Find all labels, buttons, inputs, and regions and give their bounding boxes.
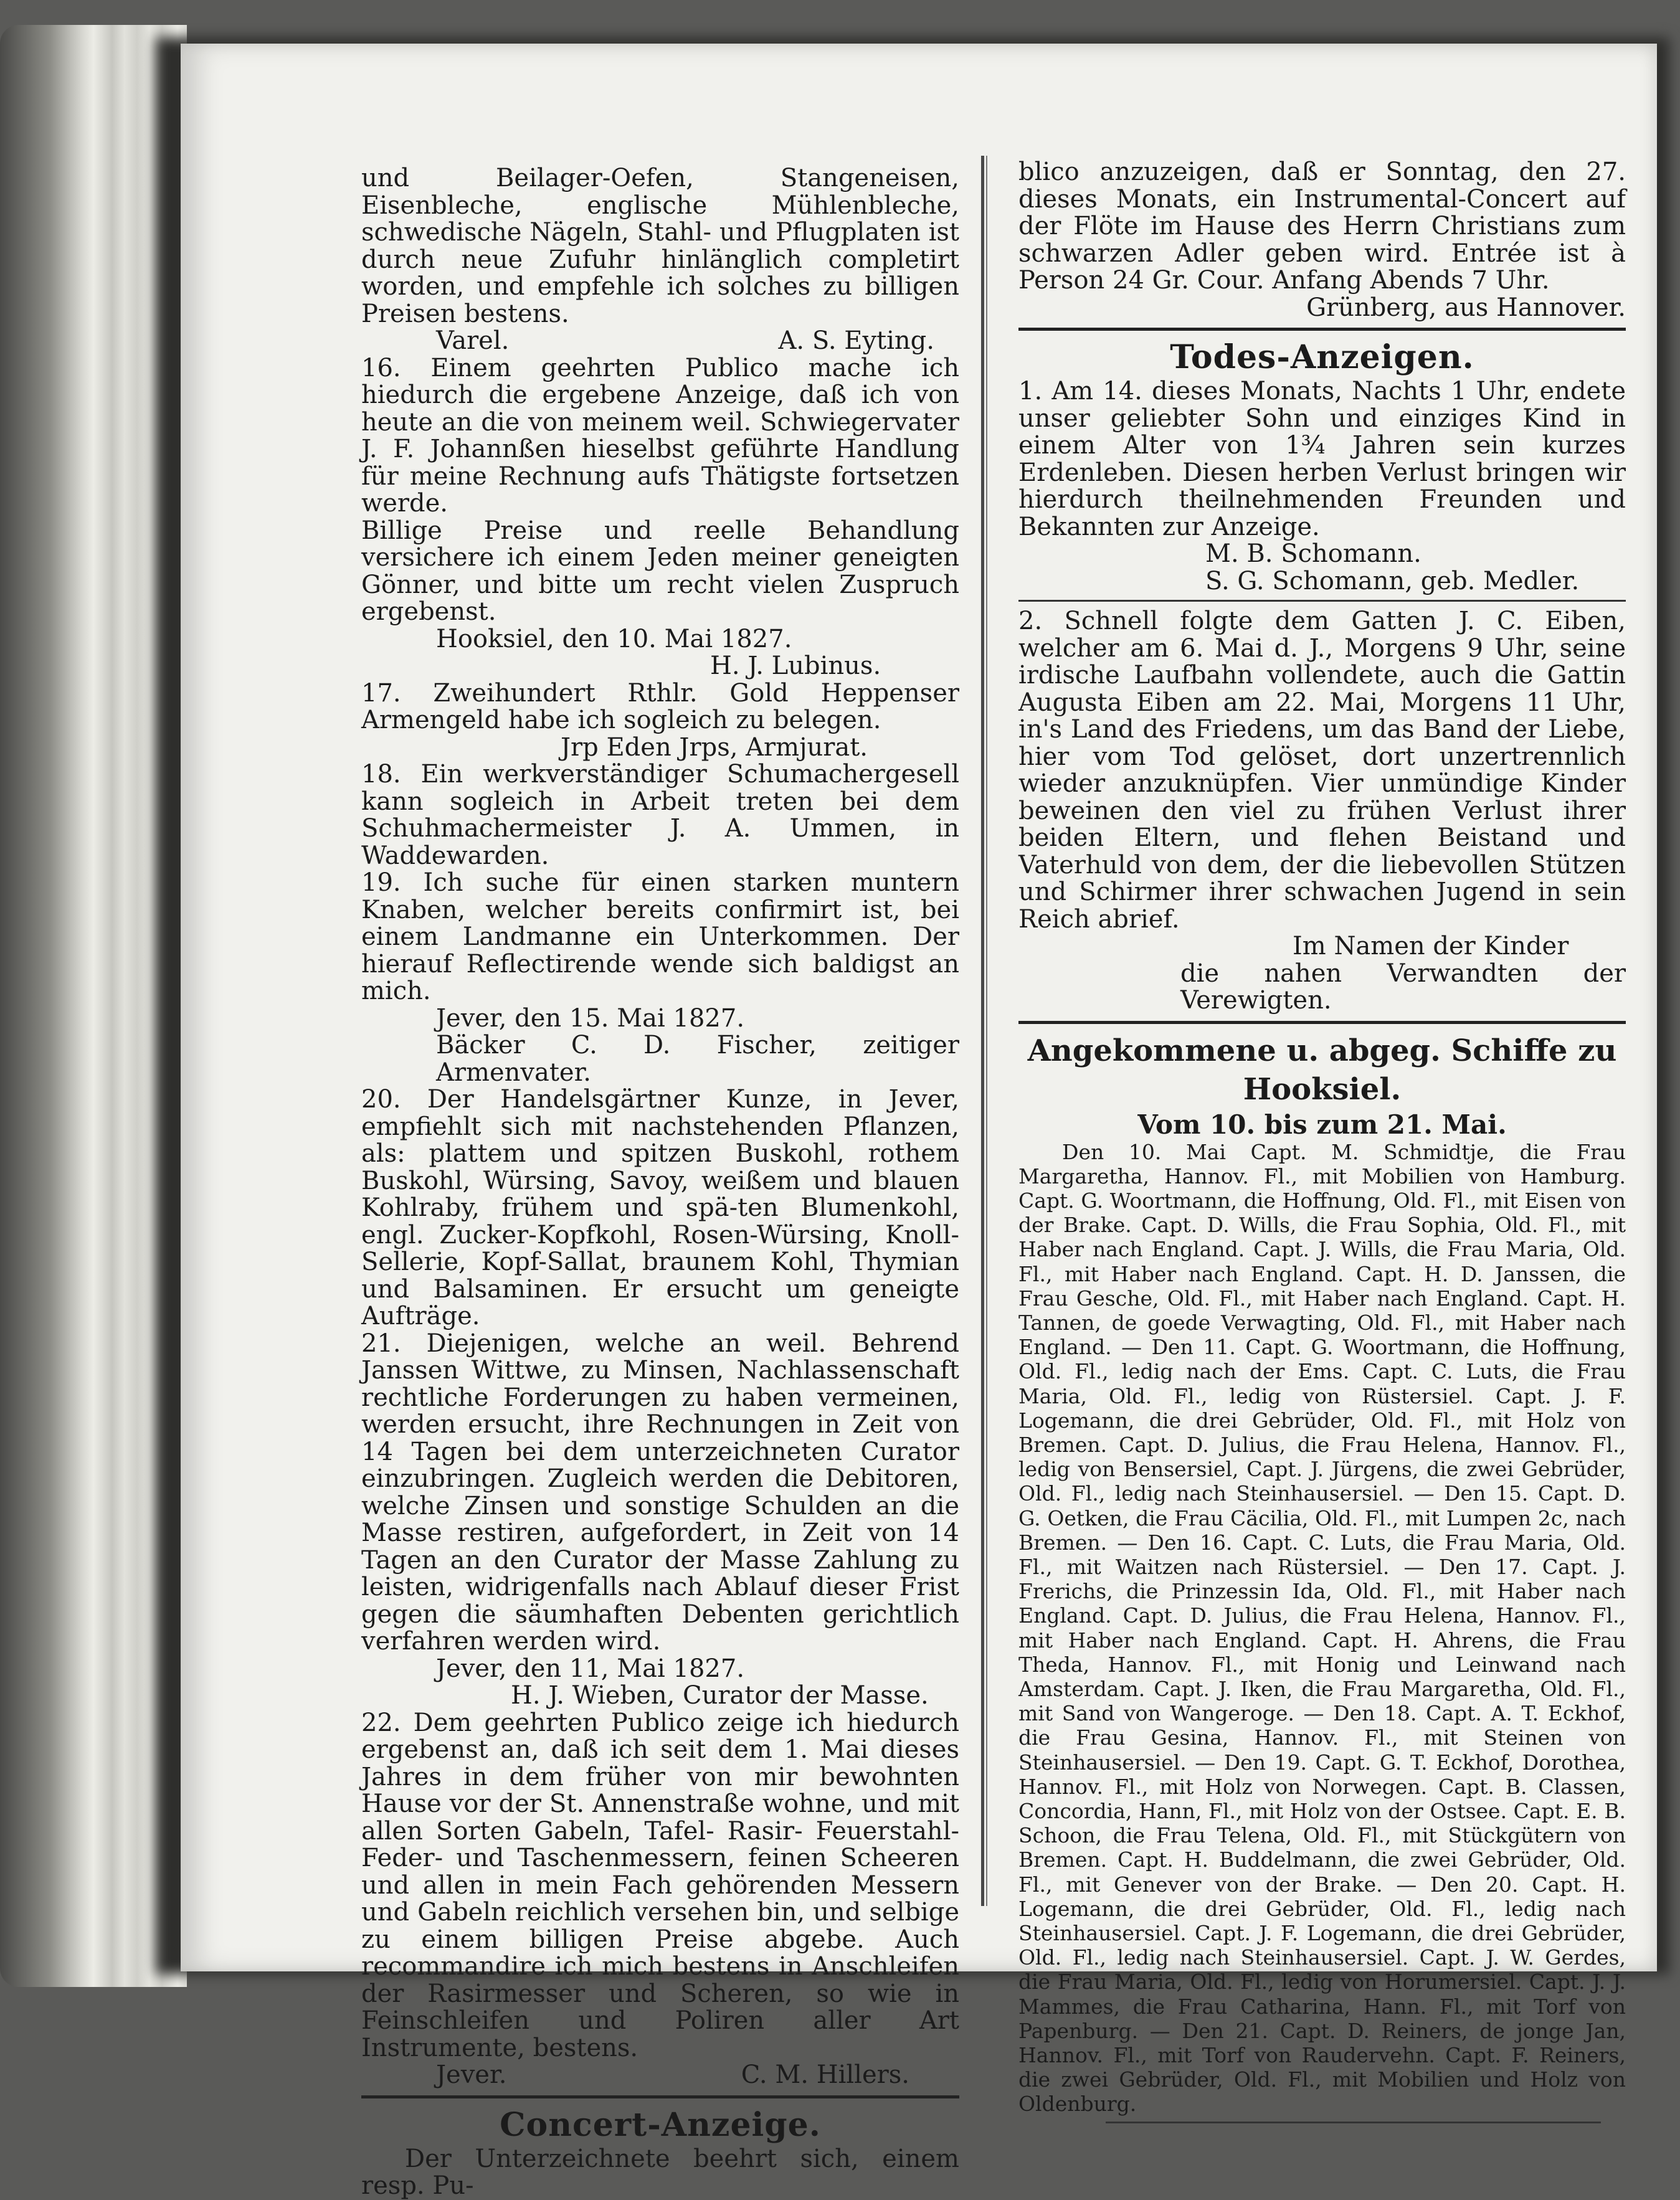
ad-22-place: Jever. bbox=[436, 2060, 507, 2089]
ships-heading: Angekommene u. abgeg. Schiffe zu Hooksiel. bbox=[1027, 1033, 1617, 1107]
ships-subheading: Vom 10. bis zum 21. Mai. bbox=[1137, 1109, 1507, 1140]
ad-16-text-2: Billige Preise und reelle Behandlung versichere ich einem Jeden meiner geneigten Gönner, und bitte um recht vielen Zuspruch ergebenst. bbox=[361, 516, 959, 626]
ad-20 bbox=[361, 1086, 959, 1330]
ad-continued bbox=[361, 165, 959, 355]
death-notice-2-text: 2. Schnell folgte dem Gatten J. C. Eiben, welcher am 6. Mai d. J., Morgens 9 Uhr, seine irdische Laufbahn vollendete, auch die Gattin Augusta Eiben am 22. Mai, Morgens 11 Uhr, in's Land des Friedens, um das Band der Liebe, hier vom Tod gelöset, dort unzertrennlich wieder anzuknüpfen. Vier unmündige Kinder beweinen den viel zu frühen Verlust ihrer beiden Eltern, und flehen Beistand und Vaterhuld von dem, der die liebevollen Stützen und Schirmer ihrer schwachen Jugend in sein Reich abrief. bbox=[1018, 607, 1626, 934]
ships-list: Den 10. Mai Capt. M. Schmidtje, die Frau Margaretha, Hannov. Fl., mit Mobilien von Hamburg. Capt. G. Woortmann, die Hoffnung, Old. Fl., mit Eisen von der Brake. Capt. D. Wills, die Frau Sophia, Old. Fl., mit Haber nach England. Capt. J. Wills, die Frau Maria, Old. Fl., mit Haber nach England. Capt. H. D. Janssen, die Frau Gesche, Old. Fl., mit Haber nach England. Capt. H. Tannen, de goede Verwagting, Old. Fl., mit Haber nach England. — Den 11. Capt. G. Woortmann, die Hoffnung, Old. Fl., ledig nach der Ems. Capt. C. Luts, die Frau Maria, Old. Fl., ledig von Rüstersiel. Capt. J. F. Logemann, die drei Gebrüder, Old. Fl., mit Holz von Bremen. Capt. D. Julius, die Frau Helena, Hannov. Fl., ledig von Bensersiel, Capt. J. Jürgens, die zwei Gebrüder, Old. Fl., ledig nach Steinhausersiel. — Den 15. Capt. D. G. Oetken, die Frau Cäcilia, Old. Fl., mit Lumpen 2c, nach Bremen. — Den 16. Capt. C. Luts, die Frau Maria, Old. Fl., mit Waitzen nach Rüstersiel. — Den 17. Capt. J. Frerichs, die Prinzessin Ida, Old. Fl., mit Haber nach England. Capt. D. Julius, die Frau Helena, Hannov. Fl., mit Haber nach England. Capt. H. Ahrens, die Frau Theda, Hannov. Fl., mit Honig und Leinwand nach Amsterdam. Capt. J. Iken, die Frau Margaretha, Old. Fl., mit Sand von Wangeroge. — Den 18. Capt. A. T. Eckhof, die Frau Gesina, Hannov. Fl., mit Steinen von Steinhausersiel. — Den 19. Capt. G. T. Eckhof, Dorothea, Hannov. Fl., mit Holz von Norwegen. Capt. B. Classen, Concordia, Hann, Fl., mit Holz von der Ostsee. Capt. E. B. Schoon, die Frau Telena, Old. Fl., mit Stückgütern von Bremen. Capt. H. Buddelmann, die zwei Gebrüder, Old. Fl., mit Genever von der Brake. — Den 20. Capt. H. Logemann, die drei Gebrüder, Old. Fl., ledig nach Steinhausersiel. Capt. J. F. Logemann, die drei Gebrüder, Old. Fl., ledig nach Steinhausersiel. Capt. J. W. Gerdes, die Frau Maria, Old. Fl., ledig von Horumersiel. Capt. J. J. Mammes, die Frau Catharina, Hann. Fl., mit Torf von Papenburg. — Den 21. Capt. D. Reiners, de jonge Jan, Hannov. Fl., mit Torf von Raudervehn. Capt. F. Reiners, die zwei Gebrüder, Old. Fl., mit Mobilien und Holz von Oldenburg. bbox=[1018, 1139, 1626, 2117]
ad-continued-footer bbox=[361, 328, 959, 355]
ad-17-signature: Jrp Eden Jrps, Armjurat. bbox=[561, 733, 868, 762]
death-notice-1-text: 1. Am 14. dieses Monats, Nachts 1 Uhr, endete unser geliebter Sohn und einziges Kind in einem Alter von 1¾ Jahren sein kurzes Erdenleben. Diesen herben Verlust bringen wir hierdurch theilnehmenden Freunden und Bekannten zur Anzeige. bbox=[1018, 377, 1626, 541]
ad-16-text: 16. Einem geehrten Publico mache ich hiedurch die ergebene Anzeige, daß ich von heute an die von meinem weil. Schwiegervater J. F. Johannßen hieselbst geführte Handlung für meine Rechnung aufs Thätigste fortsetzen werde. bbox=[361, 353, 959, 518]
death-notice-1-signature-2: S. G. Schomann, geb. Medler. bbox=[1205, 566, 1580, 595]
ad-22-signature: C. M. Hillers. bbox=[741, 2060, 909, 2089]
concert-continued-text: blico anzuzeigen, daß er Sonntag, den 27. dieses Monats, ein Instrumental-Concert auf der Flöte im Hause des Herrn Christians zum schwarzen Adler geben wird. Entrée ist à Person 24 Gr. Cour. Anfang Abends 7 Uhr. bbox=[1018, 158, 1626, 295]
concert-signature: Grünberg, aus Hannover. bbox=[1306, 293, 1626, 322]
right-column bbox=[1018, 159, 1626, 2130]
ad-continued-text: und Beilager-Oefen, Stangeneisen, Eisenbleche, englische Mühlenbleche, schwedische Nägeln, Stahl- und Pflugplaten ist durch neue Zufuhr hinlänglich completirt worden, und empfehle ich solches zu billigen Preisen bestens. bbox=[361, 164, 959, 328]
ad-21-text: 21. Diejenigen, welche an weil. Behrend Janssen Wittwe, zu Minsen, Nachlassenschaft rechtliche Forderungen zu haben vermeinen, werden ersucht, ihre Rechnungen in Zeit von 14 Tagen bei dem unterzeichneten Curator einzubringen. Zugleich werden die Debitoren, welche Zinsen und sonstige Schulden an die Masse restiren, aufgefordert, in Zeit von 14 Tagen an den Curator der Masse Zahlung zu leisten, widrigenfalls nach Ablauf dieser Frist gegen die säumhaften Debenten gerichtlich verfahren werden wird. bbox=[361, 1329, 959, 1656]
concert-continued bbox=[1018, 159, 1626, 321]
ad-22-footer bbox=[361, 2062, 959, 2089]
concert-text: Der Unterzeichnete beehrt sich, einem resp. Pu- bbox=[361, 2144, 959, 2200]
ad-17 bbox=[361, 680, 959, 762]
section-rule-right bbox=[1018, 328, 1626, 331]
ad-21-date: Jever, den 11, Mai 1827. bbox=[436, 1654, 745, 1683]
ad-16-signature: H. J. Lubinus. bbox=[710, 652, 881, 680]
ad-19-text: 19. Ich suche für einen starken muntern Knaben, welcher bereits confirmirt ist, bei einem Landmanne ein Unterkommen. Der hierauf Reflectirende wende sich baldigst an mich. bbox=[361, 868, 959, 1005]
ad-17-text: 17. Zweihundert Rthlr. Gold Heppenser Armengeld habe ich sogleich zu belegen. bbox=[361, 678, 959, 734]
ad-22-text: 22. Dem geehrten Publico zeige ich hiedurch ergebenst an, daß ich seit dem 1. Mai dieses Jahres in dem früher von mir bewohnten Hause vor der St. Annenstraße wohne, und mit allen Sorten Gabeln, Tafel- Rasir- Feuerstahl- Feder- und Taschenmessern, feinen Scheeren und allen in mein Fach gehörenden Messern und Gabeln reichlich versehen bin, und selbige zu einem billigen Preise abgebe. Auch recommandire ich mich bestens in Anschleifen der Rasirmesser und Scheren, so wie in Feinschleifen und Poliren aller Art Instrumente, bestens. bbox=[361, 1708, 959, 2062]
ad-19-date: Jever, den 15. Mai 1827. bbox=[436, 1003, 745, 1033]
ad-19 bbox=[361, 870, 959, 1086]
ad-18-text: 18. Ein werkverständiger Schumachergesell kann sogleich in Arbeit treten bei dem Schuhmachermeister J. A. Ummen, in Waddewarden. bbox=[361, 760, 959, 870]
notice-rule bbox=[1018, 600, 1626, 602]
death-notice-1-signature-1: M. B. Schomann. bbox=[1205, 539, 1421, 568]
ad-18 bbox=[361, 761, 959, 870]
left-column bbox=[361, 165, 959, 2200]
section-rule bbox=[361, 2095, 959, 2098]
ad-22 bbox=[361, 1710, 959, 2089]
column-divider bbox=[981, 156, 984, 1906]
death-notice-2 bbox=[1018, 608, 1626, 1015]
ad-continued-place: Varel. bbox=[436, 326, 510, 355]
ad-20-text: 20. Der Handelsgärtner Kunze, in Jever, empfiehlt sich mit nachstehenden Pflanzen, als: plattem und spitzen Buskohl, rothem Buskohl, Würsing, Savoy, weißem und blauen Kohlraby, frühem und spä-ten Blumenkohl, engl. Zucker-Kopfkohl, Rosen-Würsing, Knoll-Sellerie, Kopf-Sallat, braunem Kohl, Thymian und Balsaminen. Er ersucht um geneigte Aufträge. bbox=[361, 1085, 959, 1330]
ships-end-rule bbox=[1106, 2122, 1601, 2123]
ad-21 bbox=[361, 1330, 959, 1710]
ad-21-signature: H. J. Wieben, Curator der Masse. bbox=[511, 1681, 929, 1710]
ad-16-date: Hooksiel, den 10. Mai 1827. bbox=[436, 624, 792, 653]
concert-heading: Concert-Anzeige. bbox=[500, 2105, 821, 2144]
death-notice-2-signature-1: Im Namen der Kinder bbox=[1293, 932, 1569, 960]
ad-16 bbox=[361, 355, 959, 680]
death-notice-1 bbox=[1018, 378, 1626, 595]
column-divider-secondary bbox=[986, 156, 987, 1906]
newspaper-page bbox=[181, 44, 1657, 2200]
death-notice-2-signature-2: die nahen Verwandten der Verewigten. bbox=[1180, 959, 1626, 1015]
section-rule-ships bbox=[1018, 1021, 1626, 1024]
death-notices-heading: Todes-Anzeigen. bbox=[1170, 338, 1474, 376]
ad-19-signature: Bäcker C. D. Fischer, zeitiger Armenvater. bbox=[436, 1031, 959, 1087]
ad-continued-signature: A. S. Eyting. bbox=[778, 326, 934, 355]
